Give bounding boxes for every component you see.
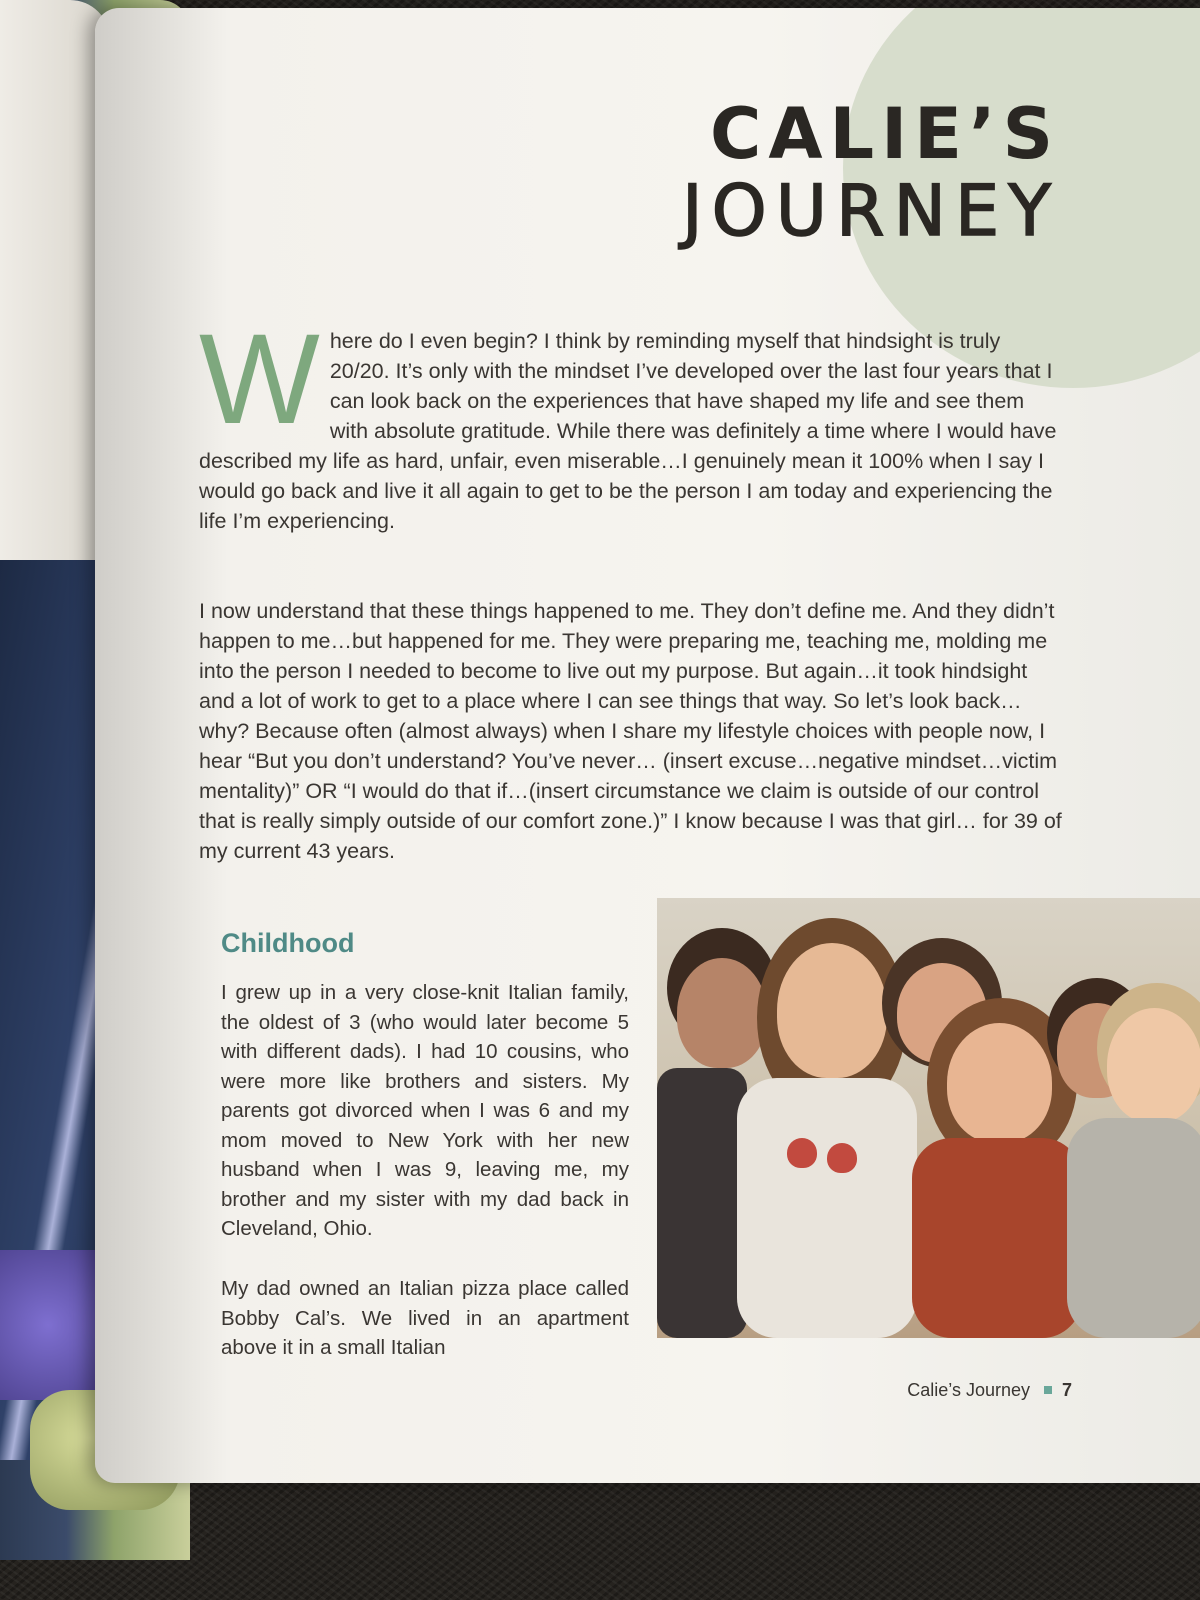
left-page-fold xyxy=(0,0,110,560)
photo-kid xyxy=(677,958,767,1068)
childhood-paragraph-1 xyxy=(221,978,629,1244)
intro-paragraph-1 xyxy=(199,308,1065,536)
photo-kid xyxy=(777,943,887,1078)
page-title xyxy=(682,93,1060,252)
page-footer xyxy=(907,1380,1072,1401)
childhood-paragraph-1-text: I grew up in a very close-knit Italian family, the oldest of 3 (who would later become 5 with different dads). I had 10 cousins, who were more like brothers and sisters. My parents got divorced when I was 6 and my mom moved to New York with her new husband when I was 9, leaving me, my brother and my sister with my dad back in Cleveland, Ohio. xyxy=(221,981,629,1240)
title-line-1: CALIE’S xyxy=(709,93,1060,175)
photo-kid-body xyxy=(912,1138,1082,1338)
photo-kid xyxy=(947,1023,1052,1143)
footer-label: Calie’s Journey xyxy=(907,1380,1030,1400)
childhood-paragraph-2 xyxy=(221,1274,629,1363)
childhood-photo xyxy=(657,898,1200,1338)
photo-kid-body xyxy=(657,1068,747,1338)
section-heading-childhood: Childhood xyxy=(221,928,355,958)
title-line-2: JOURNEY xyxy=(682,170,1060,252)
intro-paragraph-2: I now understand that these things happened to me. They don’t define me. And they didn’t happen to me…but happened for me. They were preparing me, teaching me, molding me into the person I needed to become to live out my purpose. But again…it took hindsight and a lot of work to get to a place where I can see things that way. So let’s look back…why? Because often (almost always) when I share my lifestyle choices with people now, I hear “But you don’t understand? You’ve never… (insert excuse…negative mindset…victim mentality)” OR “I would do that if…(insert circumstance we claim is outside of our control that is really simply outside of our comfort zone.)” I know because I was that girl… for 39 of my current 43 years. xyxy=(199,599,1062,863)
photo-kid-body xyxy=(737,1078,917,1338)
drop-cap: W xyxy=(199,308,320,451)
page-number: 7 xyxy=(1061,1380,1072,1400)
photo-shirt-print xyxy=(787,1138,817,1168)
magazine-page xyxy=(95,8,1200,1483)
photo-kid-body xyxy=(1067,1118,1200,1338)
intro-paragraph-1-text: here do I even begin? I think by reminding myself that hindsight is truly 20/20. It’s only with the mindset I’ve developed over the last four years that I can look back on the experiences that have shaped my life and see them with absolute gratitude. While there was definitely a time where I would have described my life as hard, unfair, even miserable…I genuinely mean it 100% when I say I would go back and live it all again to get to be the person I am today and experiencing the life I’m experiencing. xyxy=(199,329,1057,533)
childhood-paragraph-2-text: My dad owned an Italian pizza place called Bobby Cal’s. We lived in an apartment above it in a small Italian xyxy=(221,1277,629,1359)
photo-shirt-print xyxy=(827,1143,857,1173)
photo-kid xyxy=(1107,1008,1200,1123)
footer-square-icon xyxy=(1044,1386,1052,1394)
